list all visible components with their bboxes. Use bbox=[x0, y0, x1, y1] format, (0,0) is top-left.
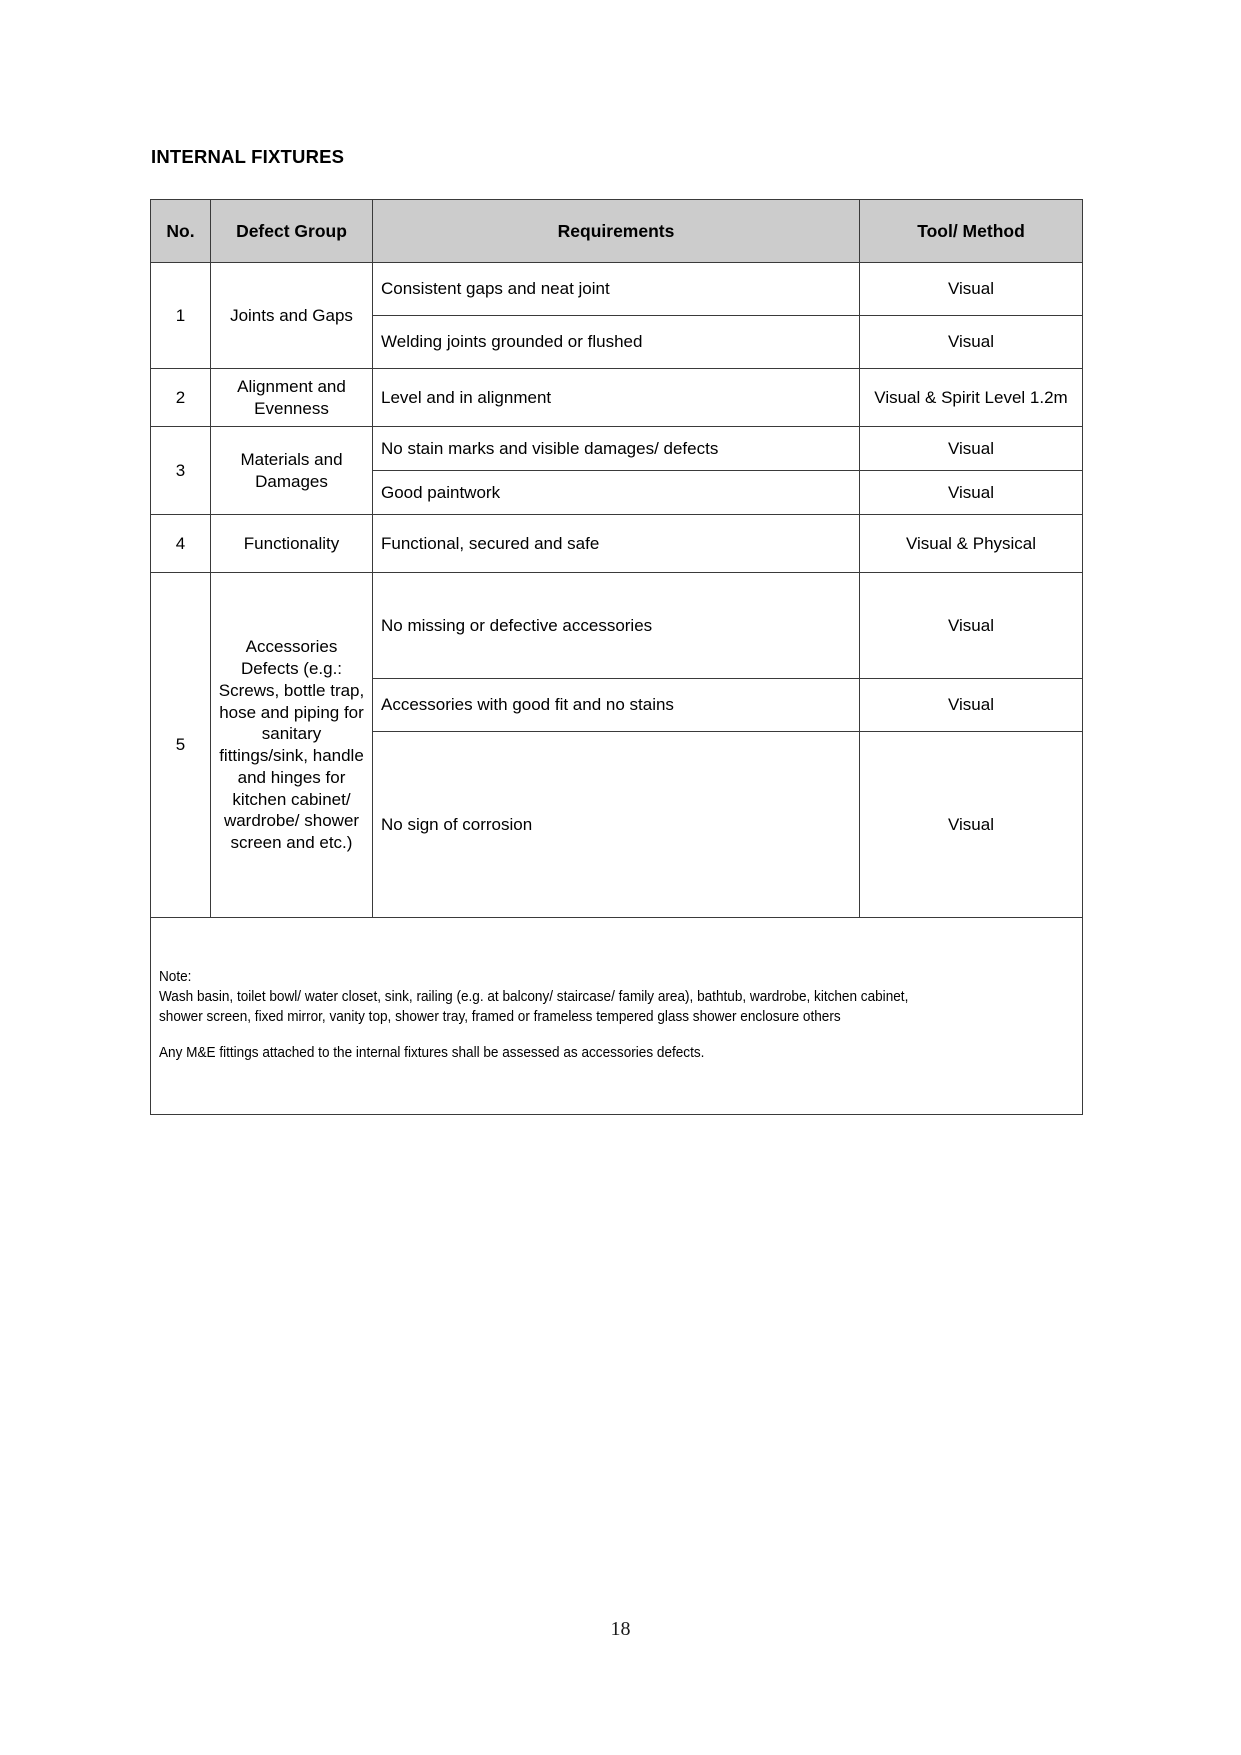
note-block bbox=[151, 918, 1083, 1115]
note-spacer bbox=[159, 1027, 1074, 1044]
cell-requirement: Welding joints grounded or flushed bbox=[373, 316, 860, 369]
cell-requirement: No missing or defective accessories bbox=[373, 573, 860, 679]
cell-tool-method: Visual bbox=[860, 679, 1083, 732]
cell-defect-group-5: Accessories Defects (e.g.: Screws, bottle trap, hose and piping for sanitary fittings/sink, handle and hinges for kitchen cabinet/ wardrobe/ shower screen and etc.) bbox=[211, 573, 373, 918]
cell-requirement: Accessories with good fit and no stains bbox=[373, 679, 860, 732]
column-header-tool-method: Tool/ Method bbox=[860, 200, 1083, 263]
cell-tool-method: Visual bbox=[860, 316, 1083, 369]
table-row bbox=[151, 369, 1083, 427]
column-header-no: No. bbox=[151, 200, 211, 263]
column-header-requirements: Requirements bbox=[373, 200, 860, 263]
table-body bbox=[151, 263, 1083, 1115]
table-row bbox=[151, 515, 1083, 573]
note-line-3: Any M&E fittings attached to the internal fixtures shall be assessed as accessories defects. bbox=[159, 1045, 705, 1062]
cell-tool-method: Visual bbox=[860, 471, 1083, 515]
cell-defect-group-2: Alignment and Evenness bbox=[211, 369, 373, 427]
cell-requirement: Good paintwork bbox=[373, 471, 860, 515]
cell-requirement: Consistent gaps and neat joint bbox=[373, 263, 860, 316]
cell-no-4: 4 bbox=[151, 515, 211, 573]
cell-requirement: No sign of corrosion bbox=[373, 732, 860, 918]
cell-requirement: Level and in alignment bbox=[373, 369, 860, 427]
cell-requirement: No stain marks and visible damages/ defects bbox=[373, 427, 860, 471]
cell-defect-group-1: Joints and Gaps bbox=[211, 263, 373, 369]
cell-defect-group-4: Functionality bbox=[211, 515, 373, 573]
table-row bbox=[151, 427, 1083, 471]
note-line-2: shower screen, fixed mirror, vanity top, shower tray, framed or frameless tempered glass shower enclosure others bbox=[159, 1008, 841, 1025]
cell-no-1: 1 bbox=[151, 263, 211, 369]
cell-requirement: Functional, secured and safe bbox=[373, 515, 860, 573]
table-header bbox=[151, 200, 1083, 263]
cell-no-2: 2 bbox=[151, 369, 211, 427]
cell-tool-method: Visual & Physical bbox=[860, 515, 1083, 573]
cell-tool-method: Visual bbox=[860, 732, 1083, 918]
table-row bbox=[151, 263, 1083, 316]
cell-tool-method: Visual bbox=[860, 263, 1083, 316]
table-header-row bbox=[151, 200, 1083, 263]
note-line-1: Wash basin, toilet bowl/ water closet, sink, railing (e.g. at balcony/ staircase/ family area), bathtub, wardrobe, kitchen cabinet, bbox=[159, 988, 909, 1005]
cell-tool-method: Visual bbox=[860, 573, 1083, 679]
column-header-defect-group: Defect Group bbox=[211, 200, 373, 263]
cell-tool-method: Visual bbox=[860, 427, 1083, 471]
cell-no-5: 5 bbox=[151, 573, 211, 918]
cell-defect-group-3: Materials and Damages bbox=[211, 427, 373, 515]
page-number: 18 bbox=[610, 1618, 631, 1640]
table-row bbox=[151, 573, 1083, 679]
note-label: Note: bbox=[159, 968, 192, 985]
page-title: INTERNAL FIXTURES bbox=[151, 146, 345, 167]
cell-tool-method: Visual & Spirit Level 1.2m bbox=[860, 369, 1083, 427]
internal-fixtures-defect-table bbox=[150, 199, 1083, 1115]
cell-no-3: 3 bbox=[151, 427, 211, 515]
table-note-row bbox=[151, 918, 1083, 1115]
